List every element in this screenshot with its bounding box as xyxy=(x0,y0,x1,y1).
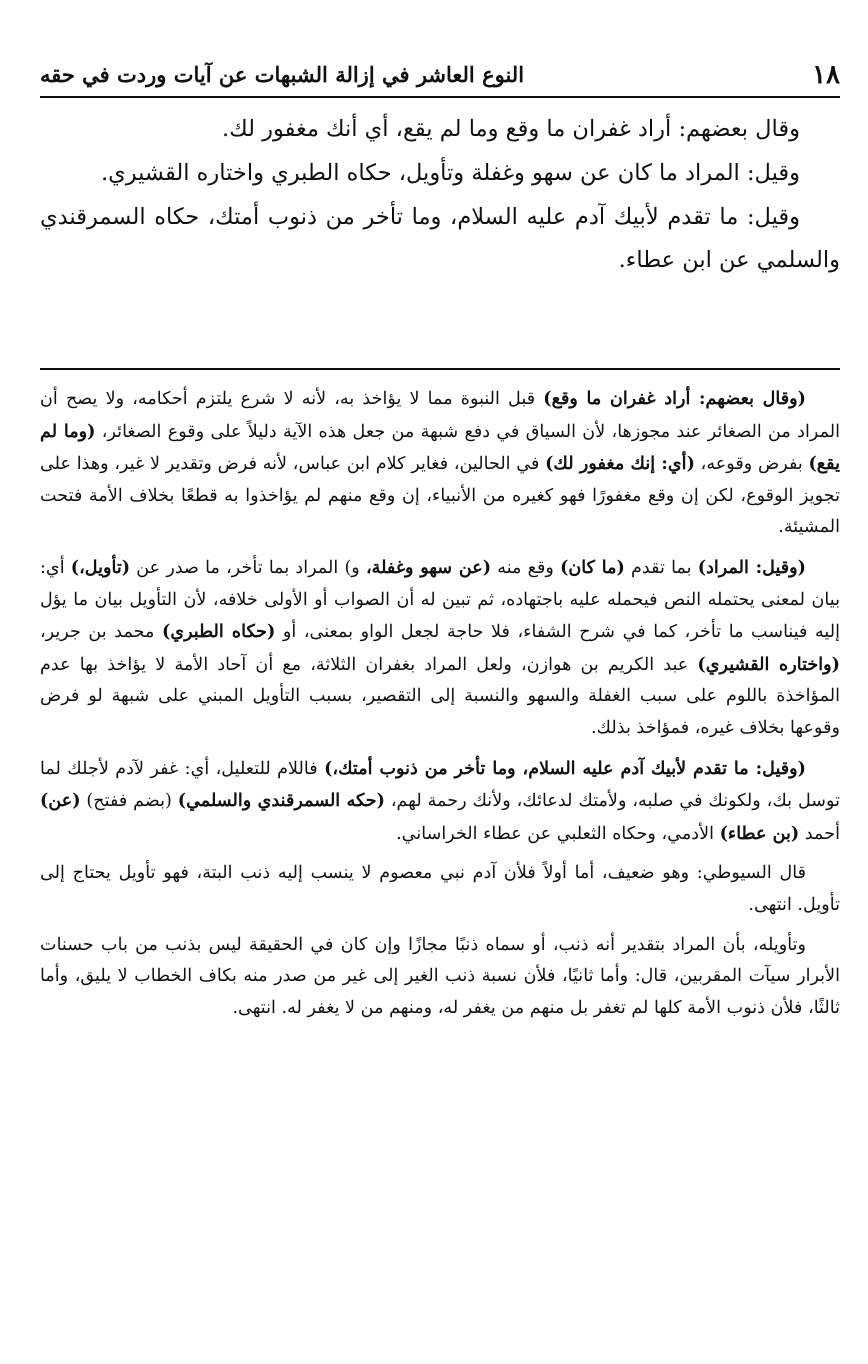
commentary xyxy=(40,383,840,1032)
commentary-paragraph-4: قال السيوطي: وهو ضعيف، أما أولاً فلأن آدم نبي معصوم لا ينسب إليه ذنب البتة، فهو تأويل يحتاج إلى تأويل. انتهى. xyxy=(40,863,840,915)
quoted-matn: (عن) xyxy=(40,790,81,812)
commentary-paragraph-2 xyxy=(40,552,840,745)
commentary-text: بما تقدم xyxy=(624,557,698,578)
commentary-text: عبد الكريم بن هوازن، ولعل المراد بغفران الثلاثة، مع أن آحاد الأمة لا يؤاخذ بها عدم المؤاخذة باللوم على سبب الغفلة والسهو والنسبة إلى التقصير، بسبب التأويل المبني على شبهة لو فرض وقوعها بخلاف غيره، فمؤاخذ بذلك. xyxy=(40,654,840,738)
quoted-matn: (واختاره القشيري) xyxy=(697,653,840,675)
commentary-paragraph-5: وتأويله، بأن المراد بتقدير أنه ذنب، أو سماه ذنبًا مجازًا وإن كان في الحقيقة ليس بذنب من باب حسنات الأبرار سيآت المقربين، قال: وأما ثانيًا، فلأن نسبة ذنب الغير إلى غير من صدر منه بكاف الخطاب لا يليق، وأما ثالثًا، فلأن ذنوب الأمة كلها لم تغفر بل منهم من يغفر له، ومنهم من لا يغفر له. انتهى. xyxy=(40,934,840,1018)
commentary-text: محمد بن جرير، xyxy=(40,622,162,643)
page-number: ١٨ xyxy=(812,60,840,90)
quoted-matn: (وقيل: ما تقدم لأبيك آدم عليه السلام، وما تأخر من ذنوب أمتك،) xyxy=(324,757,806,779)
quoted-matn: (وقال بعضهم: أراد غفران ما وقع) xyxy=(543,388,807,409)
commentary-text: (بضم ففتح) xyxy=(80,791,178,812)
commentary-text: بفرض وقوعه، xyxy=(694,454,809,475)
main-text xyxy=(40,108,840,282)
commentary-text: في الحالين، فغاير كلام ابن عباس، لأنه فرض وتقدير لا غير، وهذا على تجويز الوقوع، لكن إن وقع مغفورًا فهو كغيره من الأنبياء، إن وقع منهم لم يؤاخذوا به قطعًا بخلاف الأمة فتحت المشيئة. xyxy=(40,454,840,538)
commentary-text: أي: بيان لمعنى يحتمله النص فيحمله عليه باجتهاده، ثم تبين له أن الصواب أو الأولى خلافه، لأن التأويل بيان ما يؤل إليه فيناسب ما تأخر، كما في شرح الشفاء، فلا حاجة لجعل الواو بمعنى، أو xyxy=(40,557,840,643)
quoted-matn: (أي: إنك مغفور لك) xyxy=(545,453,695,475)
commentary-text: و) المراد بما تأخر، ما صدر عن xyxy=(130,557,366,578)
quoted-matn: (عن سهو وغفلة، xyxy=(365,556,492,578)
running-title: النوع العاشر في إزالة الشبهات عن آيات وردت في حقه xyxy=(40,62,525,87)
quoted-matn: (وقيل: المراد) xyxy=(697,556,806,578)
main-paragraph-3: وقيل: ما تقدم لأبيك آدم عليه السلام، وما تأخر من ذنوب أمتك، حكاه السمرقندي والسلمي عن ابن عطاء. xyxy=(40,204,840,273)
quoted-matn: (بن عطاء) xyxy=(719,822,800,844)
running-header xyxy=(40,52,840,98)
footnote-separator xyxy=(40,368,840,370)
quoted-matn: (تأويل،) xyxy=(70,556,131,578)
main-paragraph-1: وقال بعضهم: أراد غفران ما وقع وما لم يقع، أي أنك مغفور لك. xyxy=(221,116,800,142)
commentary-text: أحمد xyxy=(799,823,840,844)
commentary-paragraph-1 xyxy=(40,383,840,544)
main-paragraph-2: وقيل: المراد ما كان عن سهو وغفلة وتأويل، حكاه الطبري واختاره القشيري. xyxy=(100,160,800,186)
quoted-matn: (وما لم يقع) xyxy=(40,420,840,475)
commentary-text: قبل النبوة مما لا يؤاخذ به، لأنه لا شرع يلتزم أحكامه، ولا يصح أن المراد من الصغائر عند مجوزها، لأن السياق في دفع شبهة من جعل هذه الآية دليلاً على وقوع الصغائر، xyxy=(40,389,840,442)
commentary-text: وقع منه xyxy=(491,557,561,578)
commentary-text: الأدمي، وحكاه الثعلبي عن عطاء الخراساني. xyxy=(396,823,720,844)
quoted-matn: (حكه السمرقندي والسلمي) xyxy=(177,790,385,812)
quoted-matn: (ما كان) xyxy=(560,556,625,578)
quoted-matn: (حكاه الطبري) xyxy=(162,621,276,643)
commentary-text: فاللام للتعليل، أي: غفر لآدم لأجلك لما توسل بك، ولكونك في صلبه، ولأمتك لدعائك، ولأنك رحمة لهم، xyxy=(40,758,840,812)
commentary-paragraph-3 xyxy=(40,753,840,851)
